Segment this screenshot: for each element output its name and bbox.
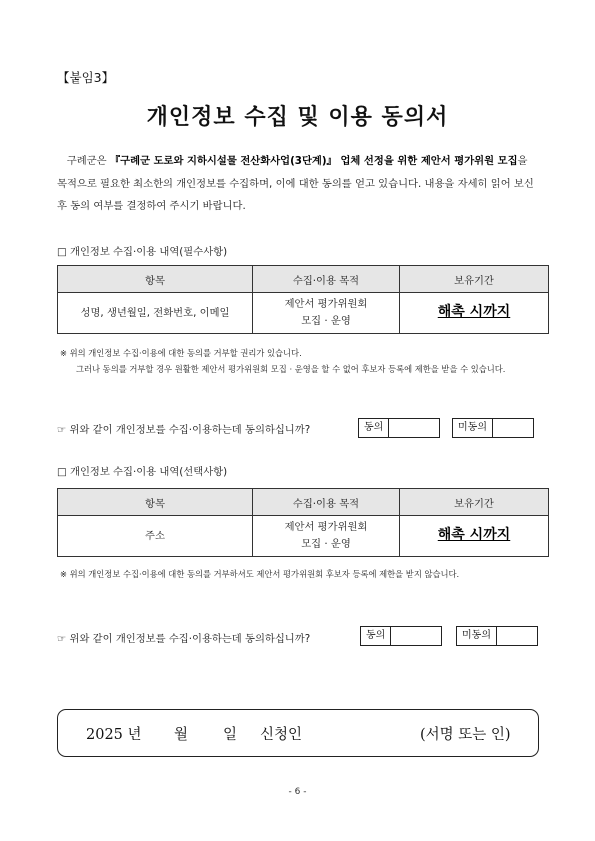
optional-purpose	[253, 516, 400, 557]
optional-disagree-box[interactable]	[456, 626, 538, 646]
required-purpose-line2: 모집 · 운영	[301, 315, 351, 327]
page-number: - 6 -	[288, 787, 307, 797]
intro-paragraph	[57, 150, 539, 218]
required-agree-box[interactable]	[358, 418, 440, 438]
optional-retention	[400, 516, 549, 557]
optional-question: ☞ 위와 같이 개인정보를 수집·이용하는데 동의하십니까?	[57, 633, 311, 645]
optional-retention-text: 해촉 시까지	[437, 527, 511, 543]
required-disagree-box[interactable]	[452, 418, 534, 438]
intro-suffix: 을 목적으로 필요한 최소한의 개인정보를 수집하며, 이에 대한 동의를 얻고 있습니다. 내용을 자세히 읽어 보신 후 동의 여부를 결정하여 주시기 바랍니다.	[57, 155, 534, 212]
signature-applicant[interactable]: 신청인	[260, 727, 303, 743]
optional-agree-box[interactable]	[360, 626, 442, 646]
required-item: 성명, 생년월일, 전화번호, 이메일	[58, 293, 253, 334]
required-table	[57, 265, 549, 334]
page-title: 개인정보 수집 및 이용 동의서	[146, 105, 449, 130]
required-header-item: 항목	[58, 266, 253, 293]
signature-sign[interactable]: (서명 또는 인)	[420, 727, 511, 743]
required-purpose	[253, 293, 400, 334]
optional-disagree-label: 미동의	[457, 627, 497, 645]
required-note-line1: ※ 위의 개인정보 수집·이용에 대한 동의를 거부할 권리가 있습니다.	[60, 348, 302, 358]
optional-header-item: 항목	[58, 489, 253, 516]
required-note	[60, 345, 545, 377]
signature-year: 2025 년	[86, 727, 142, 743]
optional-table	[57, 488, 549, 557]
optional-heading: □ 개인정보 수집·이용 내역(선택사항)	[57, 466, 228, 478]
optional-item: 주소	[58, 516, 253, 557]
required-retention	[400, 293, 549, 334]
signature-day: 일	[223, 727, 238, 743]
optional-header-retention: 보유기간	[400, 489, 549, 516]
optional-purpose-line1: 제안서 평가위원회	[284, 521, 368, 533]
attachment-label: 【붙임3】	[57, 70, 115, 85]
intro-project: 『구례군 도로와 지하시설물 전산화사업(3단계)』 업체 선정을 위한 제안서 평가위원 모집	[109, 155, 518, 167]
required-agree-label: 동의	[359, 419, 389, 437]
required-heading: □ 개인정보 수집·이용 내역(필수사항)	[57, 246, 228, 258]
optional-agree-label: 동의	[361, 627, 391, 645]
required-note-line2: 그러나 동의를 거부할 경우 원활한 제안서 평가위원회 모집 · 운영을 할 수 없어 후보자 등록에 제한을 받을 수 있습니다.	[76, 364, 506, 374]
required-retention-text: 해촉 시까지	[437, 304, 511, 320]
optional-note: ※ 위의 개인정보 수집·이용에 대한 동의를 거부하셔도 제안서 평가위원회 후보자 등록에 제한을 받지 않습니다.	[60, 569, 460, 579]
optional-header-purpose: 수집·이용 목적	[253, 489, 400, 516]
signature-month: 월	[174, 727, 189, 743]
optional-purpose-line2: 모집 · 운영	[301, 538, 351, 550]
required-disagree-label: 미동의	[453, 419, 493, 437]
required-header-purpose: 수집·이용 목적	[253, 266, 400, 293]
signature-box	[57, 709, 539, 757]
intro-prefix: 구례군은	[66, 155, 110, 167]
required-header-retention: 보유기간	[400, 266, 549, 293]
required-purpose-line1: 제안서 평가위원회	[284, 298, 368, 310]
required-question: ☞ 위와 같이 개인정보를 수집·이용하는데 동의하십니까?	[57, 424, 311, 436]
